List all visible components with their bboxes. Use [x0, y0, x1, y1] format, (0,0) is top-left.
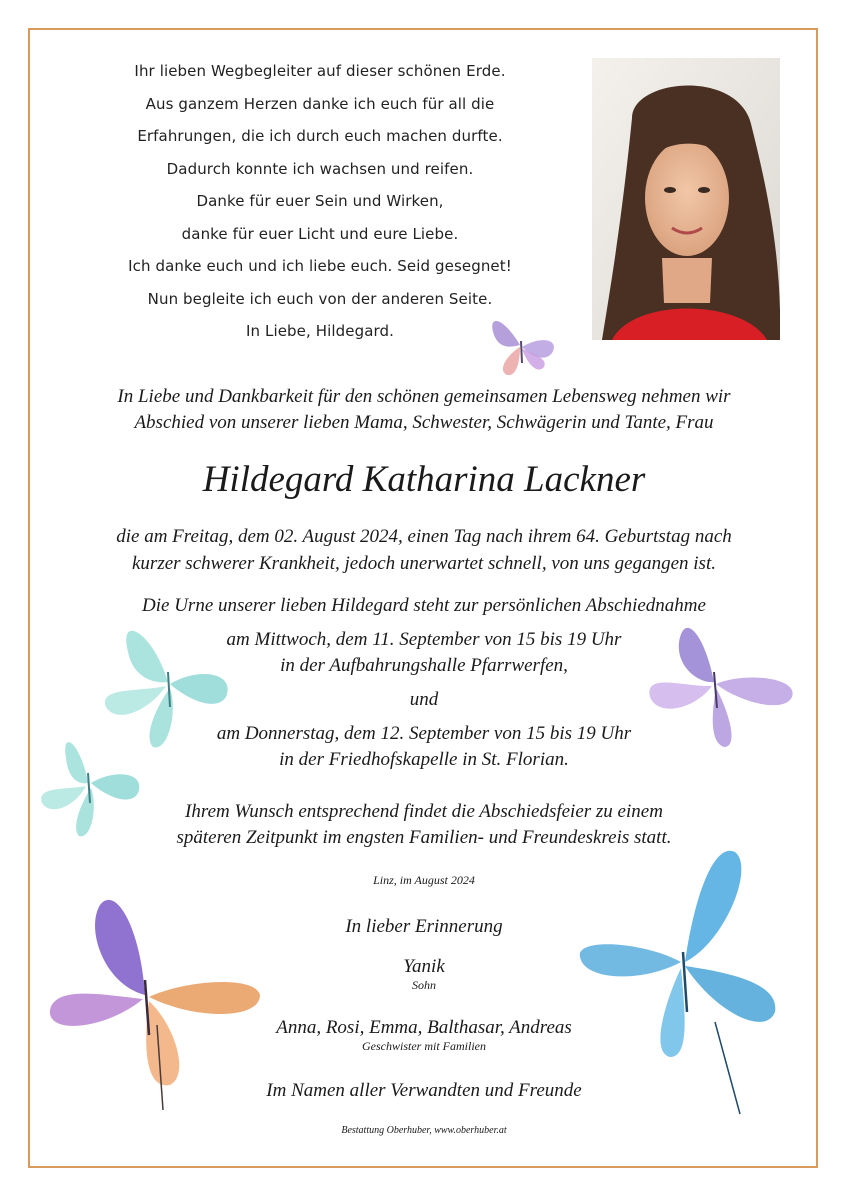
poem-line: danke für euer Licht und eure Liebe. — [181, 224, 459, 243]
butterfly-decoration — [644, 612, 799, 752]
poem-line: Danke für euer Sein und Wirken, — [196, 192, 444, 210]
viewing-connector: und — [409, 689, 439, 710]
intro-line: In Liebe und Dankbarkeit für den schönen gemeinsamen Lebensweg nehmen wir — [117, 386, 731, 407]
poem-line: Aus ganzem Herzen danke ich euch für all die — [145, 94, 495, 113]
poem-line: In Liebe, Hildegard. — [245, 322, 394, 340]
deceased-name: Hildegard Katharina Lackner — [202, 459, 646, 500]
remembrance-heading: In lieber Erinnerung — [345, 916, 503, 937]
viewing-intro: Die Urne unserer lieben Hildegard steht zur persönlichen Abschiednahme — [142, 595, 706, 616]
mourner-relation: Geschwister mit Familien — [362, 1039, 486, 1053]
viewing-date-1: am Mittwoch, dem 11. September von 15 bis 19 Uhr — [226, 629, 622, 650]
poem-line: Ich danke euch und ich liebe euch. Seid gesegnet! — [128, 257, 512, 275]
ceremony-line: Ihrem Wunsch entsprechend findet die Abschiedsfeier zu einem — [185, 801, 663, 822]
poem-line: Nun begleite ich euch von der anderen Seite. — [147, 289, 493, 308]
poem — [60, 55, 580, 348]
poem-line: Dadurch konnte ich wachsen und reifen. — [166, 159, 474, 178]
closing-line: Im Namen aller Verwandten und Freunde — [266, 1080, 582, 1101]
funeral-home-footer: Bestattung Oberhuber, www.oberhuber.at — [341, 1125, 507, 1136]
viewing-place-2: in der Friedhofskapelle in St. Florian. — [279, 749, 569, 770]
death-line: die am Freitag, dem 02. August 2024, einen Tag nach ihrem 64. Geburtstag nach — [116, 526, 732, 547]
viewing-date-2: am Donnerstag, dem 12. September von 15 bis 19 Uhr — [216, 723, 632, 744]
mourner-name: Yanik — [403, 956, 445, 977]
mourner-name: Anna, Rosi, Emma, Balthasar, Andreas — [276, 1017, 572, 1038]
butterfly-decoration — [575, 842, 790, 1122]
mourner-relation: Sohn — [412, 978, 436, 992]
butterfly-decoration — [45, 885, 265, 1120]
death-notice — [40, 523, 808, 577]
death-line: kurzer schwerer Krankheit, jedoch unerwartet schnell, von uns gegangen ist. — [132, 553, 716, 574]
poem-line: Ihr lieben Wegbegleiter auf dieser schönen Erde. — [134, 62, 506, 80]
portrait-photo — [592, 58, 780, 340]
intro-line: Abschied von unserer lieben Mama, Schwester, Schwägerin und Tante, Frau — [134, 412, 714, 433]
viewing-place-1: in der Aufbahrungshalle Pfarrwerfen, — [280, 655, 568, 676]
ceremony-line: späteren Zeitpunkt im engsten Familien- und Freundeskreis statt. — [176, 827, 672, 848]
intro-text — [40, 384, 808, 436]
place-date: Linz, im August 2024 — [373, 873, 475, 887]
poem-line: Erfahrungen, die ich durch euch machen durfte. — [137, 127, 503, 145]
butterfly-decoration — [482, 305, 562, 385]
